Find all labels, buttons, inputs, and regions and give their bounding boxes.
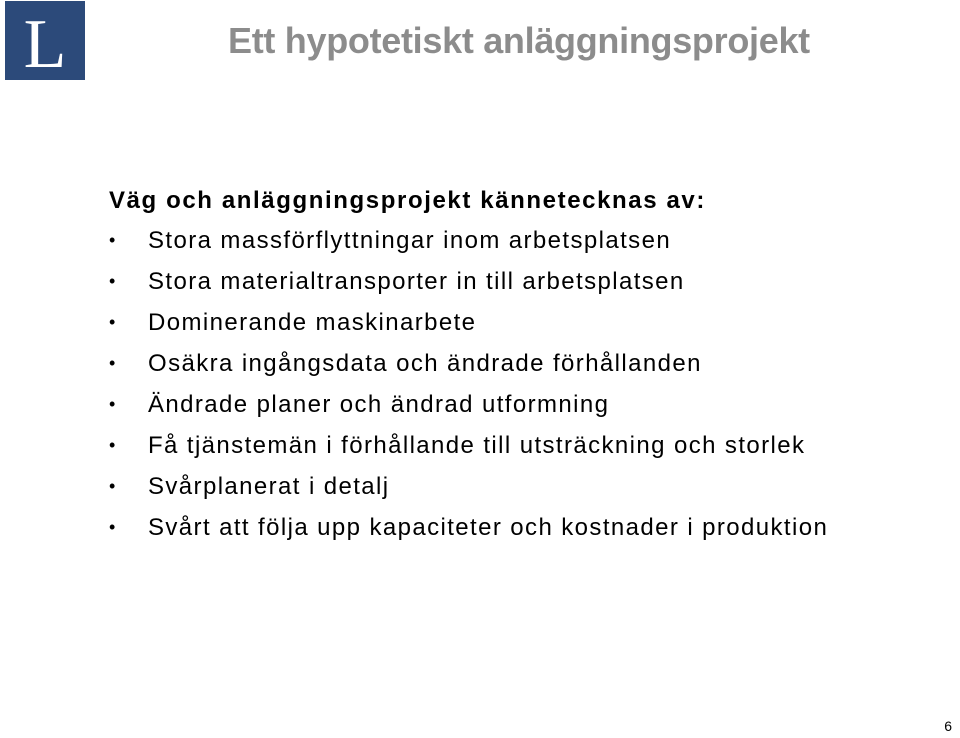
logo-letter: L (23, 6, 67, 80)
page-number: 6 (944, 718, 952, 734)
bullet-text: Stora massförflyttningar inom arbetsplatsen (148, 227, 672, 254)
list-item (109, 429, 939, 462)
list-item (109, 265, 939, 298)
list-item (109, 511, 939, 544)
bullet-marker: • (109, 312, 117, 332)
bullet-text: Dominerande maskinarbete (148, 309, 477, 336)
bullet-text: Svårplanerat i detalj (148, 473, 390, 500)
bullet-text: Ändrade planer och ändrad utformning (148, 391, 610, 418)
bullet-marker: • (109, 517, 117, 537)
list-item (109, 470, 939, 503)
bullet-text: Stora materialtransporter in till arbetsplatsen (148, 268, 685, 295)
list-item (109, 224, 939, 257)
bullet-marker: • (109, 271, 117, 291)
bullet-marker: • (109, 435, 117, 455)
content-heading: Väg och anläggningsprojekt kännetecknas av: (109, 187, 706, 214)
bullet-list (109, 224, 939, 544)
bullet-marker: • (109, 476, 117, 496)
list-item (109, 306, 939, 339)
bullet-marker: • (109, 353, 117, 373)
slide-title: Ett hypotetiskt anläggningsprojekt (228, 20, 810, 61)
bullet-marker: • (109, 394, 117, 414)
bullet-text: Svårt att följa upp kapaciteter och kostnader i produktion (148, 514, 829, 541)
list-item (109, 388, 939, 421)
list-item (109, 347, 939, 380)
logo-letter-icon (5, 1, 85, 80)
bullet-marker: • (109, 230, 117, 250)
slide-content (109, 184, 939, 552)
bullet-text: Osäkra ingångsdata och ändrade förhållanden (148, 350, 702, 377)
bullet-text: Få tjänstemän i förhållande till utsträckning och storlek (148, 432, 806, 459)
logo (5, 1, 85, 80)
